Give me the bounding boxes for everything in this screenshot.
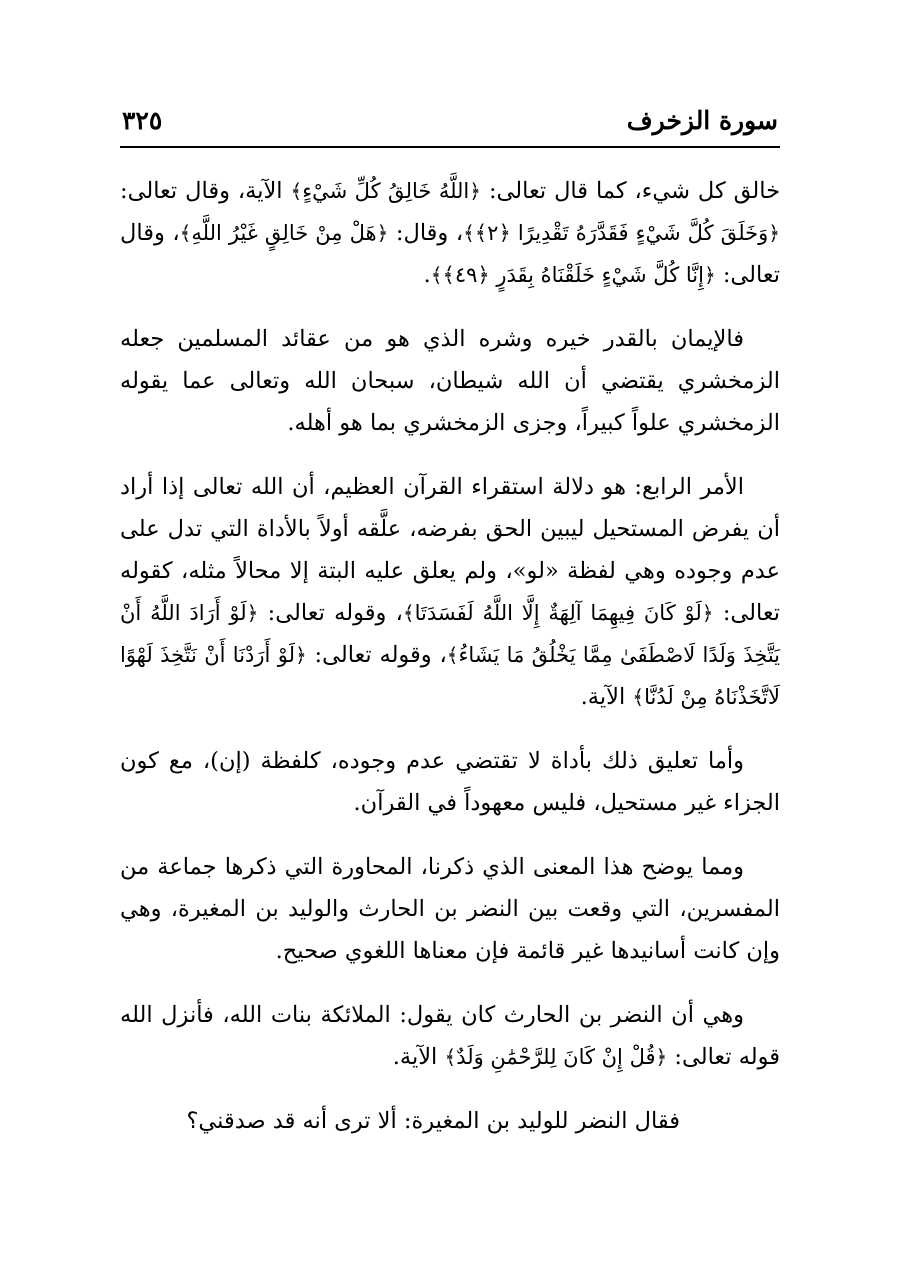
page-number: ٣٢٥ xyxy=(122,106,163,135)
quran-verse: قُلْ إِنْ كَانَ لِلرَّحْمَٰنِ وَلَدٌ xyxy=(456,1045,656,1069)
paragraph xyxy=(120,466,780,718)
body-text: وهي أن النضر بن الحارث كان يقول: الملائكة بنات الله، فأنزل الله قوله تعالى: xyxy=(120,1002,780,1070)
ornate-bracket: ﴿ xyxy=(768,221,780,245)
paragraph xyxy=(120,994,780,1078)
body-text: . xyxy=(423,262,431,288)
quran-verse: اللَّهُ خَالِقُ كُلِّ شَيْءٍ xyxy=(302,179,470,203)
quran-verse: لَوْ كَانَ فِيهِمَا آلِهَةٌ إِلَّا اللَّهُ لَفَسَدَتَا xyxy=(414,601,702,625)
ornate-bracket: ﴾ xyxy=(179,221,192,245)
body-text: الأمر الرابع: هو دلالة استقراء القرآن العظيم، أن الله تعالى إذا أراد أن يفرض المستحيل ليبين الحق بفرضه، علَّقه أولاً بالأداة التي تدل على عدم وجوده وهي لفظة «لو»، ولم يعلق عليه البتة إلا محالاً مثله، كقوله تعالى: xyxy=(120,474,780,626)
ornate-bracket: ﴿ xyxy=(469,179,481,203)
quran-verse: إِنَّا كُلَّ شَيْءٍ خَلَقْنَاهُ بِقَدَرٍ ﴿٤٩﴾ xyxy=(442,263,704,287)
quran-verse: وَخَلَقَ كُلَّ شَيْءٍ فَقَدَّرَهُ تَقْدِيرًا ﴿٢﴾ xyxy=(474,221,769,245)
body-text: فقال النضر للوليد بن المغيرة: ألا ترى أنه قد صدقني؟ xyxy=(186,1108,680,1134)
ornate-bracket: ﴾ xyxy=(402,601,415,625)
ornate-bracket: ﴿ xyxy=(655,1045,668,1069)
body-text: خالق كل شيء، كما قال تعالى: xyxy=(481,178,780,204)
ornate-bracket: ﴾ xyxy=(463,221,475,245)
ornate-bracket: ﴾ xyxy=(444,1045,457,1069)
ornate-bracket: ﴾ xyxy=(290,179,303,203)
paragraph xyxy=(120,1100,780,1142)
ornate-bracket: ﴿ xyxy=(376,221,389,245)
ornate-bracket: ﴿ xyxy=(701,601,714,625)
book-page xyxy=(120,100,780,1220)
ornate-bracket: ﴿ xyxy=(246,601,259,625)
quran-verse: لَوْ أَرَدْنَا أَنْ نَتَّخِذَ لَهْوًا لَاتَّخَذْنَاهُ مِنْ لَدُنَّا xyxy=(120,643,780,709)
body-text: ، وقال: xyxy=(388,220,464,246)
ornate-bracket: ﴿ xyxy=(703,263,716,287)
body-text: فالإيمان بالقدر خيره وشره الذي هو من عقائد المسلمين جعله الزمخشري يقتضي أن الله شيطان، سبحان الله وتعالى عما يقوله الزمخشري علواً كبيراً، وجزى الزمخشري بما هو أهله. xyxy=(120,326,780,436)
ornate-bracket: ﴾ xyxy=(632,685,645,709)
paragraph xyxy=(120,318,780,444)
body-text: الآية، وقال تعالى: xyxy=(120,178,291,204)
ornate-bracket: ﴾ xyxy=(446,643,459,667)
body-text: وأما تعليق ذلك بأداة لا تقتضي عدم وجوده، كلفظة (إن)، مع كون الجزاء غير مستحيل، فليس معهوداً في القرآن. xyxy=(120,748,780,816)
ornate-bracket: ﴿ xyxy=(294,643,307,667)
quran-verse: هَلْ مِنْ خَالِقٍ غَيْرُ اللَّهِ xyxy=(191,221,377,245)
body-text: ، وقوله تعالى: xyxy=(258,600,403,626)
body-text: الآية. xyxy=(392,1044,445,1070)
paragraph xyxy=(120,170,780,296)
paragraph xyxy=(120,846,780,972)
body-text: ، وقوله تعالى: xyxy=(306,642,447,668)
body-text: ومما يوضح هذا المعنى الذي ذكرنا، المحاورة التي ذكرها جماعة من المفسرين، التي وقعت بين النضر بن الحارث والوليد بن المغيرة، وهي وإن كانت أسانيدها غير قائمة فإن معناها اللغوي صحيح. xyxy=(120,854,780,964)
quran-verse: لَوْ أَرَادَ اللَّهُ أَنْ يَتَّخِذَ وَلَدًا لَاصْطَفَىٰ مِمَّا يَخْلُقُ مَا يَشَاءُ xyxy=(120,601,781,667)
surah-title: سورة الزخرف xyxy=(626,106,778,135)
ornate-bracket: ﴾ xyxy=(430,263,443,287)
paragraph xyxy=(120,740,780,824)
body-text: الآية. xyxy=(580,684,633,710)
page-header xyxy=(120,100,780,148)
page-body xyxy=(120,148,780,1142)
body-text: ، وقال تعالى: xyxy=(120,220,780,288)
